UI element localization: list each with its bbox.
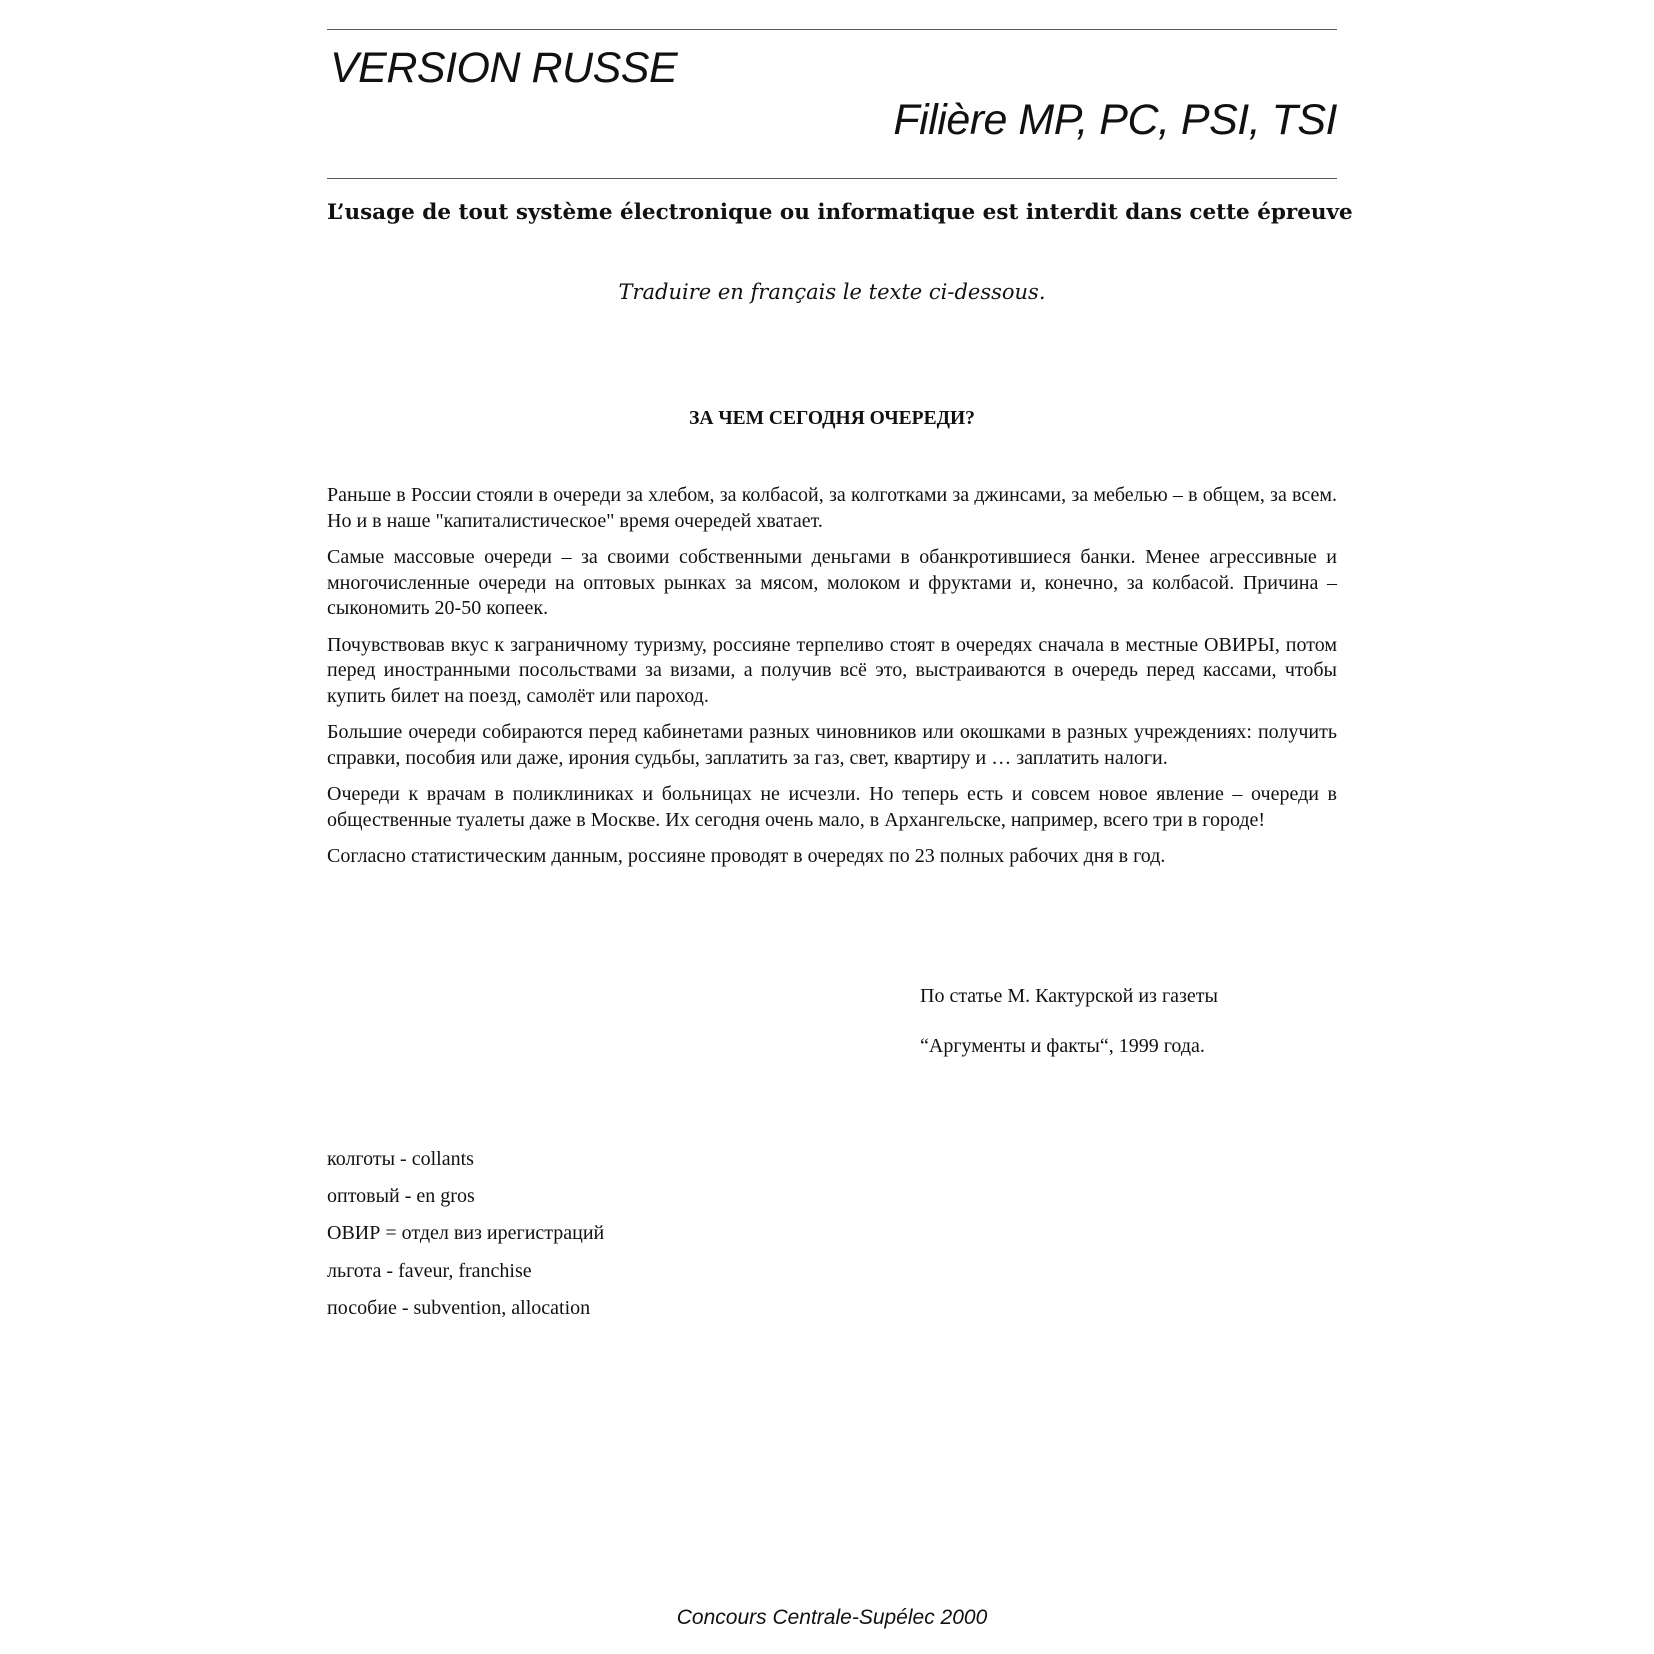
text-body (327, 483, 1337, 881)
subject-title: VERSION RUSSE (330, 44, 678, 92)
text-paragraph: Самые массовые очереди – за своими собственными деньгами в обанкротившиеся банки. Менее агрессивные и многочисленные очереди на оптовых рынках за мясом, молоком и фруктами и, конечно, за колбасой. Причина – сыкономить 20-50 копеек. (327, 546, 1337, 619)
electronic-devices-notice: L’usage de tout système électronique ou informatique est interdit dans cette épreuve (327, 200, 1353, 225)
text-paragraph: Большие очереди собираются перед кабинетами разных чиновников или окошками в разных учреждениях: получить справки, пособия или даже, ирония судьбы, заплатить за газ, свет, квартиру и … заплатить налоги. (327, 721, 1337, 769)
filiere-heading: Filière MP, PC, PSI, TSI (893, 96, 1337, 144)
glossary-entry: льгота - faveur, franchise (327, 1259, 532, 1282)
text-paragraph: Согласно статистическим данным, россияне проводят в очередях по 23 полных рабочих дня в год. (327, 845, 1166, 867)
page-footer: Concours Centrale-Supélec 2000 (676, 1606, 988, 1629)
glossary (327, 1148, 604, 1334)
glossary-entry: ОВИР = отдел виз ирегистраций (327, 1222, 605, 1245)
top-rule (327, 29, 1337, 30)
text-title: ЗА ЧЕМ СЕГОДНЯ ОЧЕРЕДИ? (689, 408, 975, 429)
instruction-line: Traduire en français le texte ci-dessous. (618, 280, 1046, 304)
source-citation-line-1: По статье М. Кактурской из газеты (920, 985, 1218, 1007)
glossary-entry: оптовый - en gros (327, 1185, 475, 1208)
glossary-entry: колготы - collants (327, 1148, 474, 1170)
text-paragraph: Почувствовав вкус к заграничному туризму, россияне терпеливо стоят в очередях сначала в местные ОВИРЫ, потом перед иностранными посольствами за визами, а получив всё это, выстраиваются в очередь перед кассами, чтобы купить билет на поезд, самолёт или пароход. (327, 633, 1337, 707)
header-bottom-rule (327, 178, 1337, 179)
source-citation-line-2: “Аргументы и факты“, 1999 года. (920, 1035, 1205, 1057)
text-paragraph: Очереди к врачам в поликлиниках и больницах не исчезли. Но теперь есть и совсем новое явление – очереди в общественные туалеты даже в Москве. Их сегодня очень мало, в Архангельске, например, всего три в городе! (327, 783, 1337, 831)
text-paragraph: Раньше в России стояли в очереди за хлебом, за колбасой, за колготками за джинсами, за мебелью – в общем, за всем. Но и в наше "капиталистическое" время очередей хватает. (327, 484, 1337, 532)
glossary-entry: пособие - subvention, allocation (327, 1296, 591, 1319)
